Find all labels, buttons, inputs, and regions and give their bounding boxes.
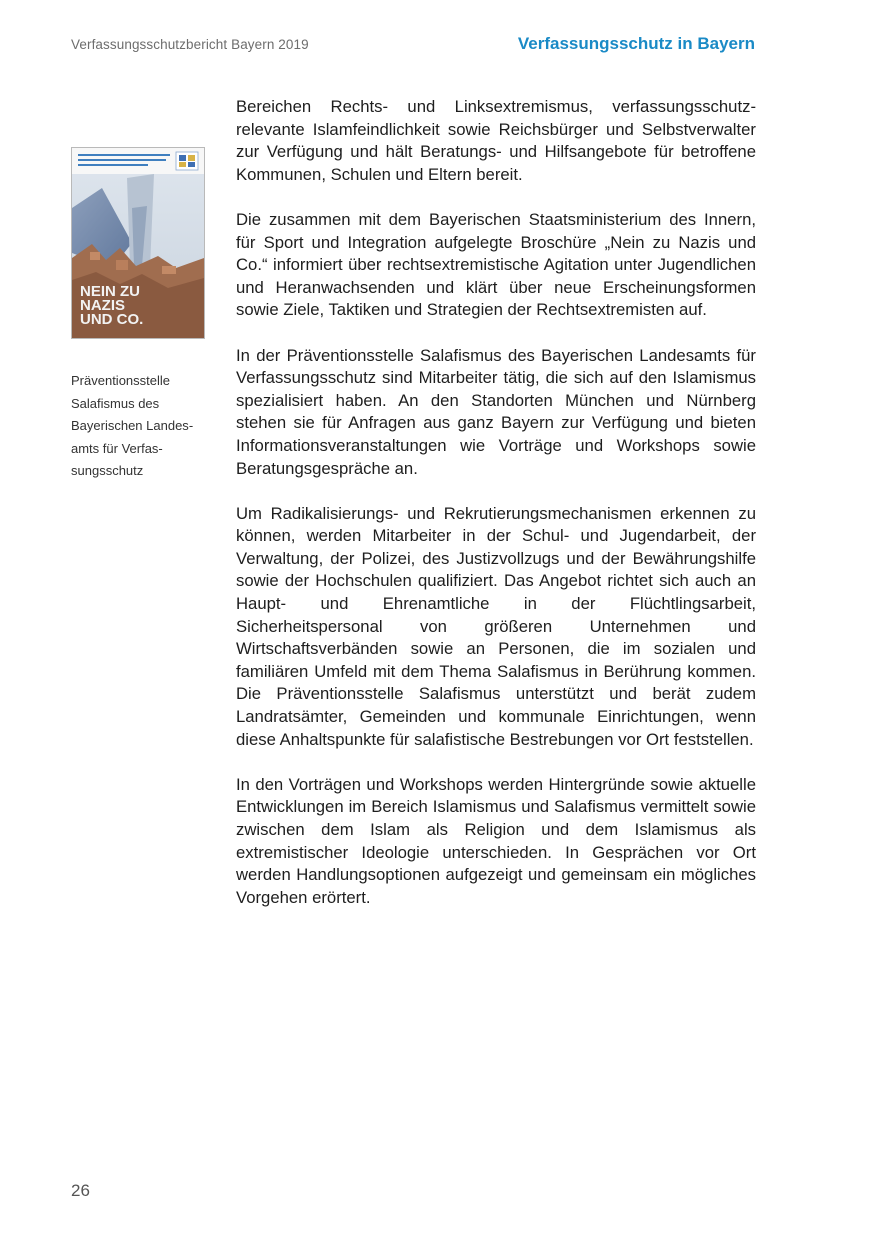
paragraph: In der Präventionsstelle Salafismus des Bayerischen Landesamts für Verfassungsschutz sind Mitarbeiter tätig, die sich auf den Islamismus spezialisiert haben. An den Standorten München und Nürnberg stehen sie für Anfragen aus ganz Bayern zur Verfügung und bieten Informationsveranstaltungen wie Vorträge und Workshops sowie Beratungsgespräche an. (236, 345, 756, 478)
section-title: Verfassungsschutz in Bayern (517, 34, 755, 53)
paragraph: Um Radikalisierungs- und Rekrutierungsmechanismen erkennen zu können, werden Mitarbeiter in der Schul- und Jugendarbeit, der Verwaltung, der Polizei, des Justizvollzugs und der Bewährungshilfe sowie der Hochschulen qualifiziert. Das Angebot richtet sich auch an Haupt- und Ehrenamtliche in der Flüchtlingsarbeit, Sicherheitspersonal von größeren Unternehmen und Wirtschaftsverbänden sowie an Personen, die im sozialen und familiären Umfeld mit dem Thema Salafismus in Berührung kommen. Die Präventionsstelle Salafismus unterstützt und berät zudem Landratsämter, Gemeinden und kommunale Einrichtungen, wenn diese Anhaltspunkte für salafistische Bestrebungen vor Ort feststellen. (236, 503, 756, 749)
paragraph: In den Vorträgen und Workshops werden Hintergründe sowie aktuelle Entwicklungen im Bereich Islamismus und Salafismus vermittelt sowie zwischen dem Islam als Religion und dem Islamismus als extremistischer Ideologie unterschieden. In Gesprächen vor Ort werden Handlungsoptionen aufgezeigt und gemeinsam ein mögliches Vorgehen erörtert. (236, 774, 756, 907)
running-header-title: Verfassungsschutzbericht Bayern 2019 (71, 37, 309, 52)
body-text (236, 96, 756, 932)
image-caption: Präventionsstelle Salafismus des Bayerischen Landesamts für Verfassungsschutz (71, 373, 194, 478)
paragraph: Bereichen Rechts- und Linksextremismus, verfassungsschutzrelevante Islamfeindlichkeit sowie Reichsbürger und Selbstverwalter zur Verfügung und hält Beratungs- und Hilfsangebote für betroffene Kommunen, Schulen und Eltern bereit. (236, 97, 756, 184)
page-number: 26 (71, 1181, 90, 1200)
brochure-cover-title-line-1: NEIN ZU (80, 283, 140, 300)
brochure-cover-title-line-2: NAZIS (80, 297, 125, 314)
brochure-cover-title-line-3: UND CO. (80, 311, 144, 328)
paragraph: Die zusammen mit dem Bayerischen Staatsministerium des Innern, für Sport und Integration aufgelegte Broschüre „Nein zu Nazis und Co.“ informiert über rechtsextremistische Agitation unter Jugendlichen und Heranwachsenden und klärt über neue Erscheinungsformen sowie Ziele, Taktiken und Strategien der Rechtsextremisten auf. (236, 209, 756, 320)
brochure-cover-image (71, 147, 205, 339)
brochure-cover-illustration (72, 148, 204, 338)
